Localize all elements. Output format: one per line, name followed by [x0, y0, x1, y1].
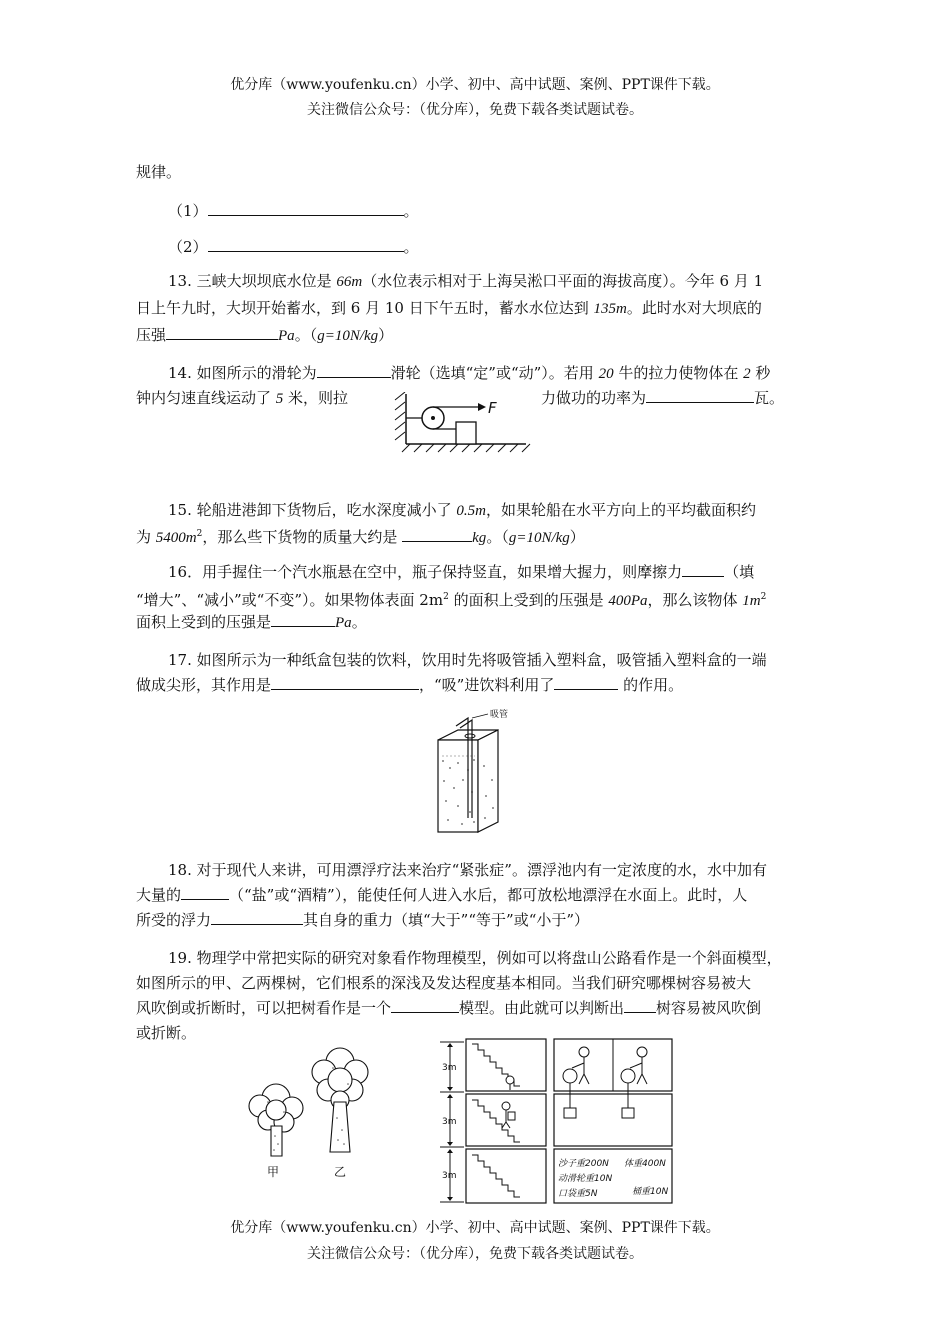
q12-blank-1: （1） 。 [168, 202, 419, 220]
pulley-figure [392, 392, 532, 458]
header-line-1: 优分库（www.youfenku.cn）小学、初中、高中试题、案例、PPT课件下载。 [230, 77, 720, 93]
tree-label-yi: 乙 [334, 1165, 347, 1179]
label-body-weight: 体重400N [624, 1159, 666, 1169]
height-label-2: 3m [442, 1117, 457, 1127]
label-pulley-weight: 动滑轮重10N [558, 1174, 613, 1184]
label-bag-weight: 口袋重5N [558, 1189, 598, 1199]
drink-box-figure [428, 706, 528, 836]
header-line-2: 关注微信公众号：（优分库），免费下载各类试题试卷。 [307, 102, 643, 118]
tree-label-jia: 甲 [267, 1165, 280, 1179]
footer-line-2: 关注微信公众号：（优分库），免费下载各类试题试卷。 [307, 1246, 643, 1262]
trees-figure [238, 1040, 378, 1185]
straw-label: 吸管 [490, 710, 509, 720]
footer-line-1: 优分库（www.youfenku.cn）小学、初中、高中试题、案例、PPT课件下载。 [230, 1220, 720, 1236]
force-label: F [488, 399, 497, 417]
label-sand-weight: 沙子重200N [558, 1159, 609, 1169]
height-label-1: 3m [442, 1063, 457, 1073]
q12-blank-2: （2） 。 [168, 238, 419, 256]
stairs-pulley-figure [436, 1038, 676, 1206]
label-bucket-weight: 桶重10N [632, 1187, 669, 1197]
height-label-3: 3m [442, 1171, 457, 1181]
q12-tail: 规律。 [136, 163, 182, 181]
